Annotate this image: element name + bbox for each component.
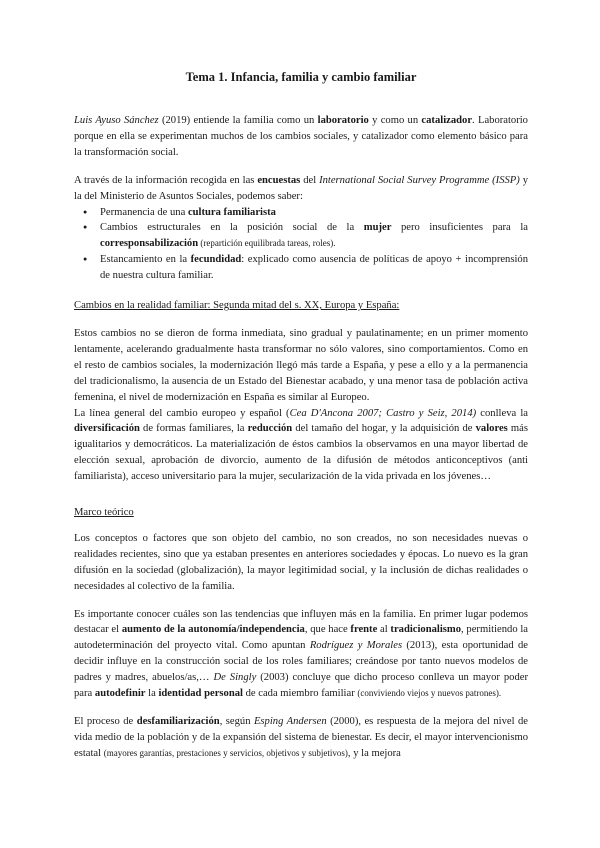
keyword-laboratorio: laboratorio — [317, 115, 369, 126]
citation: Cea D'Ancona 2007; Castro y Seiz, 2014) — [289, 407, 477, 419]
survey-paragraph: A través de la información recogida en las encuestas del International Social Survey Programme (ISSP) y la del Ministerio de Asuntos Sociales, podemos saber: — [74, 174, 529, 202]
author-name: Luis Ayuso Sánchez — [74, 115, 159, 126]
keyword-catalizador: catalizador — [421, 115, 473, 126]
document-page — [74, 70, 528, 762]
section-heading-marco-teorico: Marco teórico — [74, 507, 134, 519]
list-item: ● Estancamiento en la fecundidad: explicado como ausencia de políticas de apoyo + incomprensión de nuestra cultura familiar. — [100, 252, 528, 284]
trends-paragraph: Es importante conocer cuáles son las tendencias que influyen más en la familia. En primer lugar podemos destacar el aumento de la autonomía/independencia, que hace frente al tradicionalismo, permitiendo la autodeterminación del proyecto vital. Como apuntan Rodríguez y Morales (2013), esta oportunidad de decidir influye en la construcción social de los roles familiares; creándose por tanto nuevos modelos de padres y madres, abuelos/as,… De Singly (2003) concluye que dicho proceso conlleva un mayor poder para autodefinir la identidad personal de cada miembro familiar (conviviendo viejos y nuevos patrones). — [74, 608, 529, 700]
theory-paragraph: Los conceptos o factores que son objeto del cambio, no son creados, no son necesidades nuevas o realidades recientes, sino que ya estaban presentes en anteriores sociedades y épocas. Lo nuevo es la gran difusión en la sociedad (globalización), la mayor legitimidad social, y la inclusión de dichas realidades o necesidades al colectivo de la familia. — [74, 532, 528, 592]
changes-paragraph: Estos cambios no se dieron de forma inmediata, sino gradual y paulatinamente; en un primer momento lentamente, acelerando gradualmente hasta transformar no sólo valores, sino comportamientos. Como en el resto de cambios sociales, la modernización llegó más tarde a España, y pese a ello y a la permanencia del tradicionalismo, la ausencia de un Estado del Bienestar acabado, y una menor tasa de población activa femenina, el nivel de modernización en España es similar al Europeo. — [74, 327, 528, 403]
defamilialization-paragraph: El proceso de desfamiliarización, según Esping Andersen (2000), es respuesta de la mejora del nivel de vida medio de la población y de la expansión del sistema de bienestar. Es decir, el mayor intervencionismo estatal (mayores garantías, prestaciones y servicios, objetivos y subjetivos), y la mejora — [74, 716, 528, 759]
list-item: ● Permanencia de una cultura familiarista — [100, 205, 528, 221]
list-item: ● Cambios estructurales en la posición social de la mujer pero insuficientes para la corresponsabilización (repartición equilibrada tareas, roles). — [100, 220, 528, 252]
document-title: Tema 1. Infancia, familia y cambio familiar — [185, 70, 417, 84]
survey-name: International Social Survey Programme (ISSP) — [319, 174, 520, 186]
intro-paragraph: Luis Ayuso Sánchez (2019) entiende la familia como un laboratorio y como un catalizador. Laboratorio porque en ella se experimentan muchos de los cambios sociales, y catalizador como elemento básico para la transformación social. — [74, 115, 528, 158]
section-heading-cambios: Cambios en la realidad familiar: Segunda mitad del s. XX, Europa y España: — [74, 300, 400, 312]
european-trend-paragraph: La línea general del cambio europeo y español (Cea D'Ancona 2007; Castro y Seiz, 2014) conlleva la diversificación de formas familiares, la reducción del tamaño del hogar, y la adquisición de valores más igualitarios y democráticos. La materialización de éstos cambios la observamos en una mayor libertad de elección sexual, aprobación de divorcio, aumento de la difusión de métodos anticonceptivos (anti familiarista), acceso universitario para la mujer, secularización de la vida privada en los jóvenes… — [74, 407, 528, 483]
findings-list — [74, 205, 528, 285]
